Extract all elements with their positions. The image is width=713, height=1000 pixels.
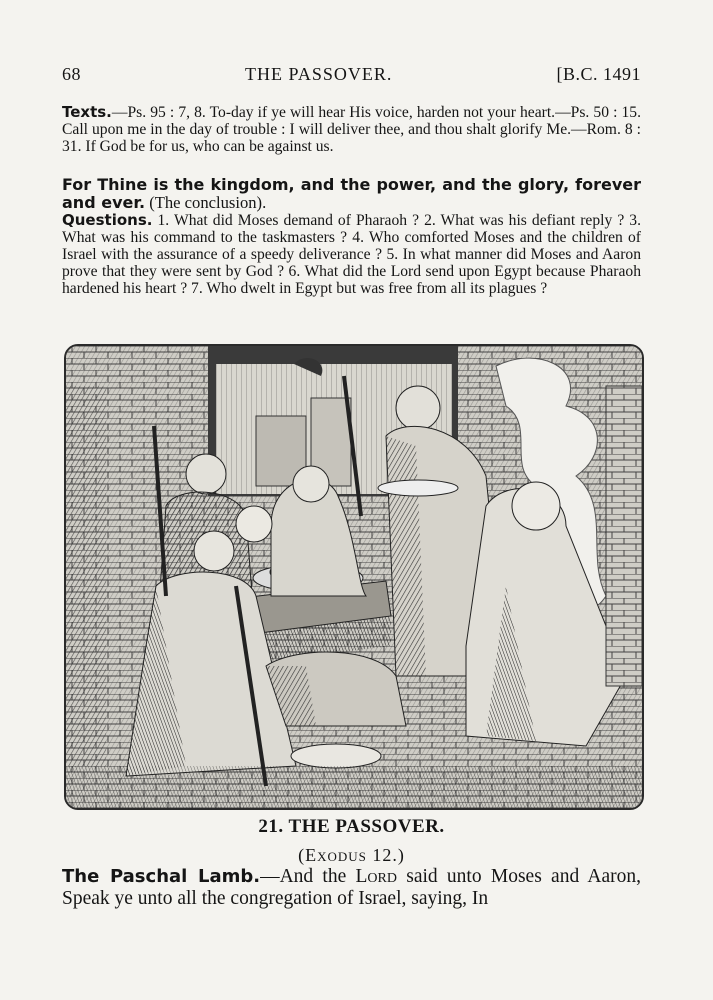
texts-paragraph: [62, 104, 641, 155]
paschal-text-before: —And the: [260, 866, 356, 887]
doxology-text: For Thine is the kingdom, and the power, and the glory, forever and ever.: [62, 175, 641, 212]
doxology-note: (The conclusion).: [149, 193, 267, 212]
chapter-heading: 21. THE PASSOVER.: [258, 816, 445, 837]
paschal-label: The Paschal Lamb.: [62, 866, 261, 887]
doxology-paragraph: [62, 176, 641, 212]
running-title: THE PASSOVER.: [245, 64, 393, 84]
page-number: 68: [62, 64, 81, 84]
running-head: [62, 64, 641, 92]
questions-paragraph: [62, 212, 641, 297]
passover-engraving: [64, 344, 644, 810]
year-marker: [B.C. 1491: [556, 64, 641, 84]
paschal-lord: Lord: [355, 866, 397, 887]
chapter-reference: (Exodus 12.): [298, 845, 405, 865]
paschal-paragraph: [62, 866, 641, 910]
engraving-image: [66, 346, 642, 808]
texts-label: Texts.: [62, 103, 112, 121]
paschal-text-after: said unto Moses and Aaron, Speak ye unto all the congregation of Israel, saying, In: [62, 866, 641, 909]
texts-body: —Ps. 95 : 7, 8. To-day if ye will hear His voice, harden not your heart.—Ps. 50 : 15. Call upon me in the day of trouble : I will deliver thee, and thou shalt glorify Me.—Rom. 8 : 31. If God be for us, who can be against us.: [62, 104, 641, 155]
questions-body: 1. What did Moses demand of Pharaoh ? 2. What was his defiant reply ? 3. What was his command to the taskmasters ? 4. Who comforted Moses and the children of Israel with the assurance of a speedy deliverance ? 5. In what manner did Moses and Aaron prove that they were sent by God ? 6. What did the Lord send upon Egypt because Pharaoh hardened his heart ? 7. Who dwelt in Egypt but was free from all its plagues ?: [62, 212, 641, 297]
questions-label: Questions.: [62, 211, 153, 229]
